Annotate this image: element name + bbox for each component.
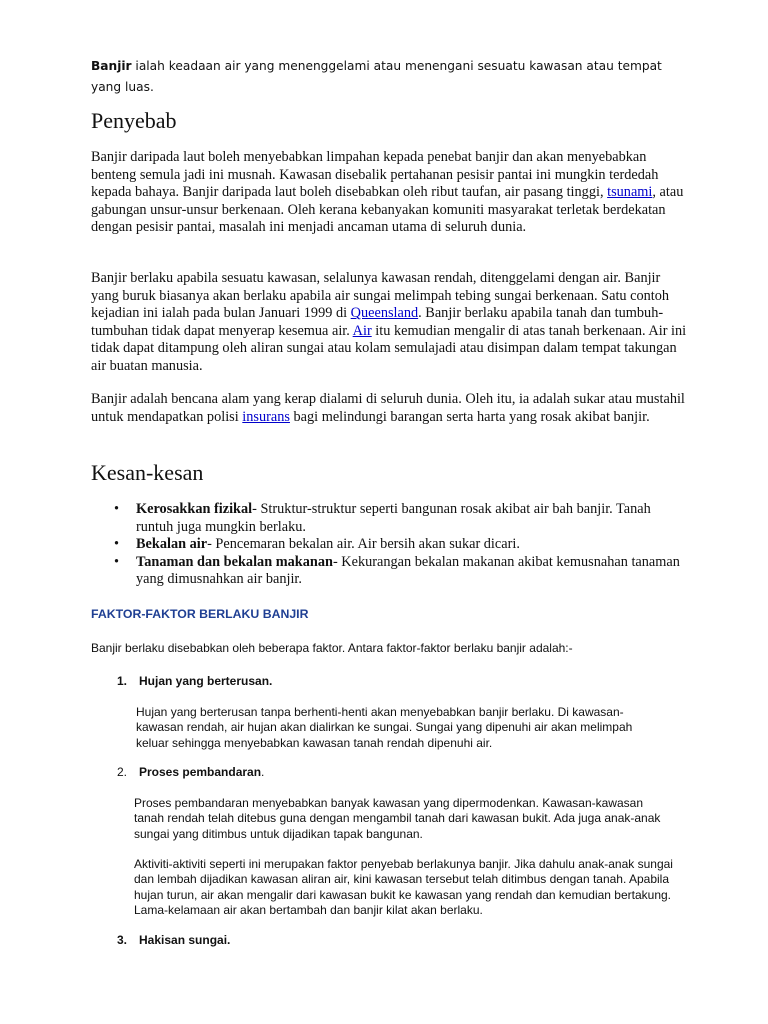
penyebab-paragraph-1 <box>91 149 691 237</box>
faktor-item-2 <box>117 765 264 779</box>
list-item-term: Bekalan air <box>136 536 208 553</box>
heading-penyebab: Penyebab <box>91 108 177 133</box>
list-item-text: - Struktur-struktur seperti bangunan rosak akibat air bah banjir. Tanah runtuh juga mungkin berlaku. <box>136 501 651 535</box>
penyebab-paragraph-2 <box>91 270 691 376</box>
p1-text-b: , atau gabungan unsur-unsur berkenaan. Oleh kerana kebanyakan komuniti masyarakat terletak berdekatan dengan pesisir pantai, masalah ini menjadi ancaman utama di seluruh dunia. <box>91 184 684 236</box>
list-item-text: - Kekurangan bekalan makanan akibat kemusnahan tanaman yang dimusnahkan air banjir. <box>136 553 680 588</box>
list-item-text: - Pencemaran bekalan air. Air bersih akan sukar dicari. <box>207 536 520 553</box>
link-queensland[interactable]: Queensland <box>350 305 419 322</box>
faktor-item-3 <box>117 933 230 947</box>
faktor-item-2-paragraph-1: Proses pembandaran menyebabkan banyak kawasan yang dipermodenkan. Kawasan-kawasan tanah rendah telah ditebus guna dengan mengambil tanah dari kawasan bukit. Ada juga anak-anak sungai yang ditimbus untuk dijadikan tapak bangunan. <box>134 796 661 841</box>
item-number: 3. <box>117 933 128 947</box>
bullet-icon: • <box>114 553 120 570</box>
item-title-suffix: . <box>261 765 265 779</box>
p2-text-a: Banjir berlaku apabila sesuatu kawasan, selalunya kawasan rendah, ditenggelami dengan air. Banjir yang buruk biasanya akan berlaku apabila air sungai melimpah tebing sungai berkenaan. Satu contoh kejadian ini ialah pada bulan Januari 1999 di <box>91 270 670 322</box>
item-number: 2. <box>117 765 128 779</box>
p2-text-b: . Banjir berlaku apabila tanah dan tumbuh-tumbuhan tidak dapat menyerap kesemua air. <box>91 305 664 339</box>
p3-text-b: bagi melindungi barangan serta harta yang rosak akibat banjir. <box>289 408 650 425</box>
penyebab-paragraph-3 <box>91 391 691 426</box>
faktor-item-1 <box>117 674 272 688</box>
heading-kesan: Kesan-kesan <box>91 460 204 485</box>
list-item <box>91 536 691 554</box>
link-air[interactable]: Air <box>352 322 372 339</box>
link-tsunami[interactable]: tsunami <box>607 184 653 201</box>
faktor-intro: Banjir berlaku disebabkan oleh beberapa faktor. Antara faktor-faktor berlaku banjir adalah:- <box>91 641 573 655</box>
item-title: Hujan yang berterusan. <box>139 674 273 688</box>
faktor-item-1-paragraph: Hujan yang berterusan tanpa berhenti-henti akan menyebabkan banjir berlaku. Di kawasan-kawasan rendah, air hujan akan dialirkan ke sungai. Sungai yang dipenuhi air akan melimpah keluar sehingga menyebabkan kawasan tanah rendah dipenuhi air. <box>136 705 633 750</box>
p3-text-a: Banjir adalah bencana alam yang kerap dialami di seluruh dunia. Oleh itu, ia adalah sukar atau mustahil untuk mendapatkan polisi <box>91 391 685 425</box>
intro-text: ialah keadaan air yang menenggelami atau menengani sesuatu kawasan atau tempat yang luas. <box>91 59 662 95</box>
intro-term: Banjir <box>91 59 132 74</box>
list-item <box>91 554 691 589</box>
link-insurans[interactable]: insurans <box>242 408 290 425</box>
heading-faktor: FAKTOR-FAKTOR BERLAKU BANJIR <box>91 607 309 621</box>
bullet-icon: • <box>114 536 120 553</box>
p2-text-c: itu kemudian mengalir di atas tanah berkenaan. Air ini tidak dapat ditampung oleh aliran sungai atau kolam semulajadi atau disimpan dalam tempat takungan air buatan manusia. <box>91 322 687 374</box>
item-title: Hakisan sungai. <box>139 933 231 947</box>
intro-paragraph <box>91 56 681 98</box>
list-item-term: Tanaman dan bekalan makanan <box>136 553 333 570</box>
list-item-term: Kerosakkan fizikal <box>136 501 253 517</box>
bullet-icon: • <box>114 501 120 517</box>
item-title: Proses pembandaran <box>139 765 262 779</box>
kesan-list <box>91 501 691 589</box>
item-number: 1. <box>117 674 128 688</box>
list-item <box>91 501 691 536</box>
faktor-item-2-paragraph-2: Aktiviti-aktiviti seperti ini merupakan faktor penyebab berlakunya banjir. Jika dahulu anak-anak sungai dan lembah dijadikan kawasan aliran air, kini kawasan tersebut telah ditimbus dengan tanah. Apabila hujan turun, air akan mengalir dari kawasan bukit ke kawasan yang rendah dan kemudian bertakung. Lama-kelamaan air akan bertambah dan banjir kilat akan berlaku. <box>134 857 673 918</box>
p1-text-a: Banjir daripada laut boleh menyebabkan limpahan kepada penebat banjir dan akan menyebabkan benteng semula jadi ini musnah. Kawasan disebalik pertahanan pesisir pantai ini mungkin terdedah kepada bahaya. Banjir daripada laut boleh disebabkan oleh ribut taufan, air pasang tinggi, <box>91 149 659 201</box>
